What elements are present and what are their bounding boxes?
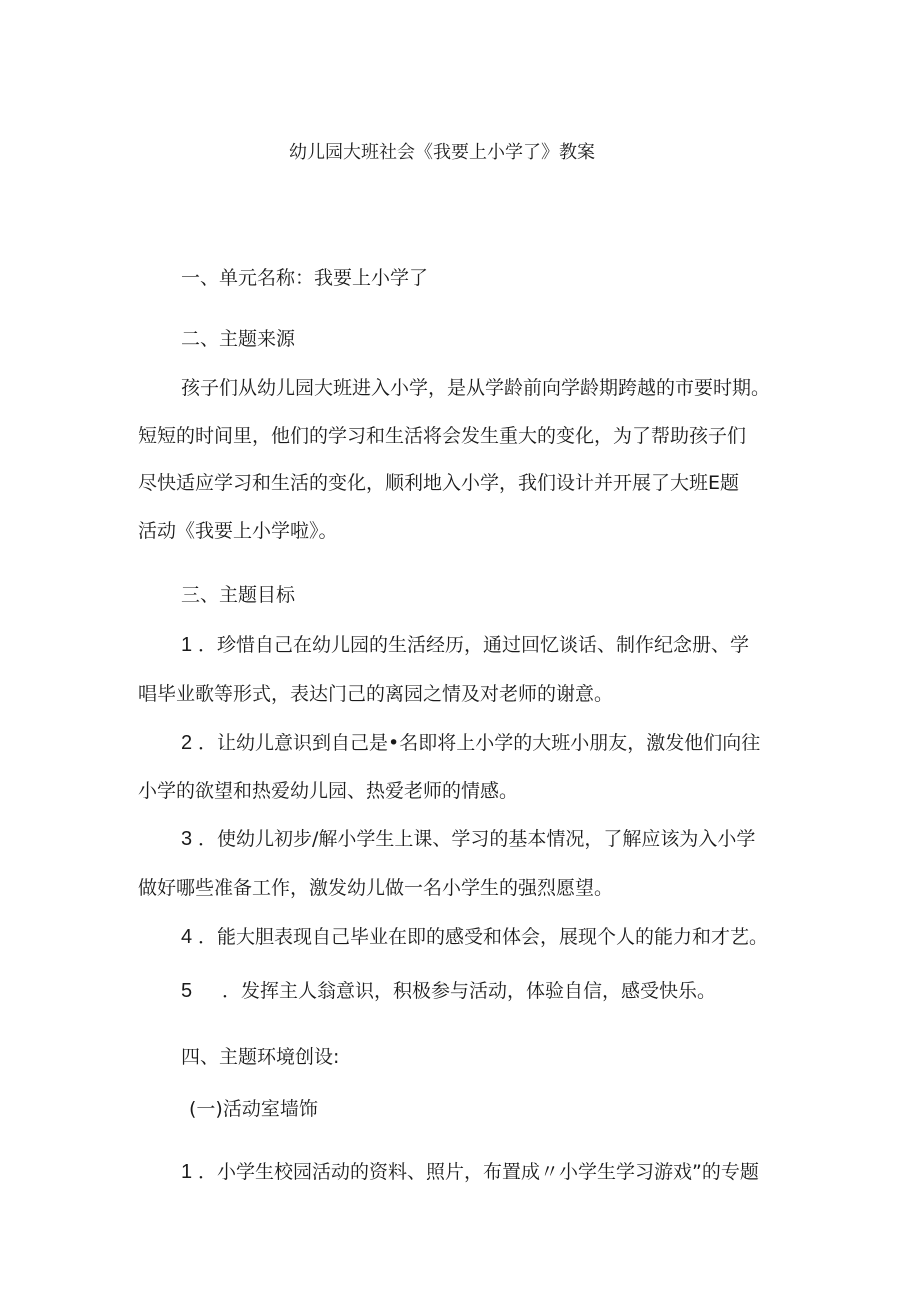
goal-number: 2 — [181, 732, 193, 754]
goal-text-line: ．让幼儿意识到自己是•名即将上小学的大班小朋友，激发他们向往 — [198, 732, 761, 754]
goal-number: 1 — [181, 634, 193, 656]
goal-text-line: 唱毕业歌等形式，表达门己的离园之情及对老师的谢意。 — [138, 683, 614, 705]
section-2-heading: 二、主题来源 — [181, 328, 296, 350]
section-2-paragraph-line: 尽快适应学习和生活的变化，顺利地入小学，我们设计并开展了大班E题 — [138, 472, 740, 494]
environment-item-number: 1 — [181, 1161, 193, 1183]
section-1-unit-name: 一、单元名称：我要上小学了 — [181, 267, 429, 289]
section-2-paragraph-line: 孩子们从幼儿园大班进入小学，是从学龄前向学龄期跨越的市要时期。 — [181, 377, 771, 399]
document-title: 幼儿园大班社会《我要上小学了》教案 — [289, 142, 595, 163]
section-4-subheading: (一)活动室墙饰 — [189, 1098, 318, 1120]
section-3-heading: 三、主题目标 — [181, 584, 296, 606]
goal-text-line: 小学的欲望和热爱幼儿园、热爱老师的情感。 — [138, 780, 519, 802]
goal-number: 5 — [181, 980, 193, 1002]
goal-text-line: 做好哪些准备工作，激发幼儿做一名小学生的强烈愿望。 — [138, 877, 614, 899]
section-2-paragraph-line: 活动《我要上小学啦》。 — [138, 520, 338, 542]
environment-item-text: ．小学生校园活动的资料、照片，布置成〃小学生学习游戏”的专题 — [198, 1161, 759, 1183]
goal-text-line: ．使幼儿初步/解小学生上课、学习的基本情况，了解应该为入小学 — [198, 828, 756, 850]
goal-text-line: ．能大胆表现自己毕业在即的感受和体会，展现个人的能力和才艺。 — [198, 926, 769, 948]
goal-number: 4 — [181, 926, 193, 948]
section-2-paragraph-line: 短短的时间里，他们的学习和生活将会发生重大的变化，为了帮助孩子们 — [138, 425, 747, 447]
goal-text-line: ．珍惜自己在幼儿园的生活经历，通过回忆谈话、制作纪念册、学 — [198, 634, 750, 656]
goal-number: 3 — [181, 828, 193, 850]
section-4-heading: 四、主题环境创设: — [181, 1046, 340, 1068]
goal-text-line: ．发挥主人翁意识，积极参与活动，体验自信，感受快乐。 — [222, 980, 717, 1002]
